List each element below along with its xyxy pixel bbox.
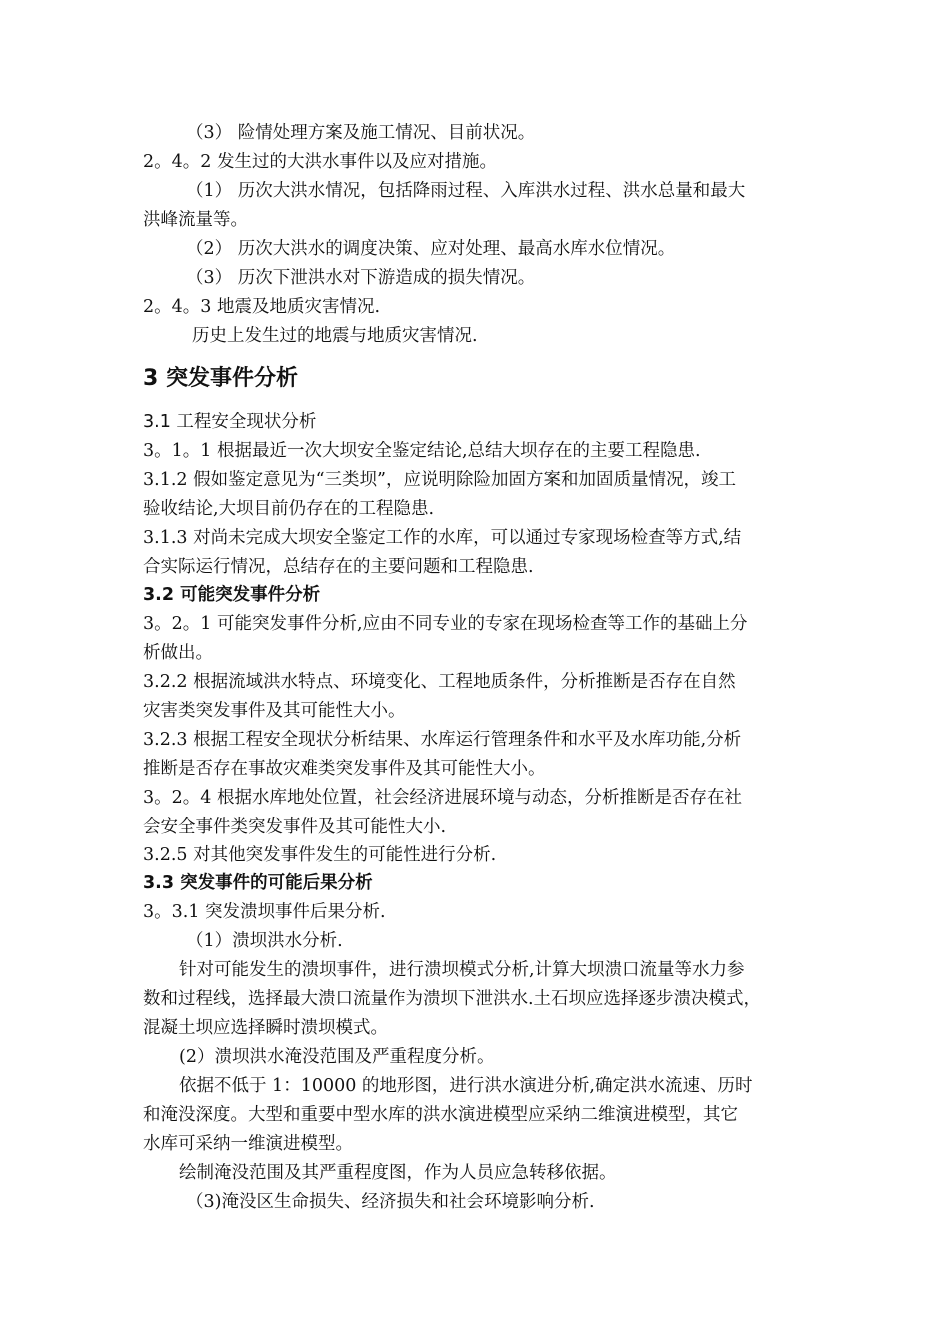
list-item: （3） 险情处理方案及施工情况、目前状况。 <box>186 123 536 143</box>
section-heading: 3 突发事件分析 <box>143 366 298 391</box>
paragraph-line: 水库可采纳一维演进模型。 <box>143 1134 353 1154</box>
subsection-heading: 3.2 可能突发事件分析 <box>143 585 321 605</box>
subsection-heading: 2。4。2 发生过的大洪水事件以及应对措施。 <box>143 152 497 172</box>
paragraph-line: 洪峰流量等。 <box>143 210 248 230</box>
paragraph-line: 依据不低于 1：10000 的地形图，进行洪水演进分析,确定洪水流速、历时 <box>179 1076 753 1096</box>
list-item: （1） 历次大洪水情况，包括降雨过程、入库洪水过程、洪水总量和最大 <box>186 181 746 201</box>
paragraph-line: 3。1。1 根据最近一次大坝安全鉴定结论,总结大坝存在的主要工程隐患. <box>143 441 701 461</box>
subsection-heading: 3.3 突发事件的可能后果分析 <box>143 873 373 893</box>
paragraph-line: 3。3.1 突发溃坝事件后果分析. <box>143 902 386 922</box>
subsection-heading: 2。4。3 地震及地质灾害情况. <box>143 297 381 317</box>
list-item: （3)淹没区生命损失、经济损失和社会环境影响分析. <box>186 1192 595 1212</box>
paragraph-line: 3。2。4 根据水库地处位置，社会经济进展环境与动态，分析推断是否存在社 <box>143 788 742 808</box>
paragraph-line: 会安全事件类突发事件及其可能性大小. <box>143 817 447 837</box>
paragraph-line: 灾害类突发事件及其可能性大小。 <box>143 701 406 721</box>
paragraph-line: 推断是否存在事故灾难类突发事件及其可能性大小。 <box>143 759 546 779</box>
paragraph-line: 合实际运行情况，总结存在的主要问题和工程隐患. <box>143 557 534 577</box>
paragraph-line: 3.2.5 对其他突发事件发生的可能性进行分析. <box>143 845 497 865</box>
paragraph-line: 3.2.3 根据工程安全现状分析结果、水库运行管理条件和水平及水库功能,分析 <box>143 730 742 750</box>
paragraph-line: 历史上发生过的地震与地质灾害情况. <box>192 326 478 346</box>
paragraph-line: 析做出。 <box>143 643 213 663</box>
paragraph-line: 验收结论,大坝目前仍存在的工程隐患. <box>143 499 435 519</box>
paragraph-line: 绘制淹没范围及其严重程度图，作为人员应急转移依据。 <box>179 1163 617 1183</box>
paragraph-line: 3.2.2 根据流域洪水特点、环境变化、工程地质条件，分析推断是否存在自然 <box>143 672 736 692</box>
paragraph-line: 针对可能发生的溃坝事件，进行溃坝模式分析,计算大坝溃口流量等水力参 <box>179 960 745 980</box>
paragraph-line: 数和过程线，选择最大溃口流量作为溃坝下泄洪水.土石坝应选择逐步溃决模式， <box>143 989 762 1009</box>
list-item: （1）溃坝洪水分析. <box>186 931 343 951</box>
paragraph-line: 3。2。1 可能突发事件分析,应由不同专业的专家在现场检查等工作的基础上分 <box>143 614 748 634</box>
paragraph-line: 和淹没深度。大型和重要中型水库的洪水演进模型应采纳二维演进模型，其它 <box>143 1105 738 1125</box>
subsection-heading: 3.1 工程安全现状分析 <box>143 412 317 432</box>
list-item: （2） 历次大洪水的调度决策、应对处理、最高水库水位情况。 <box>186 239 676 259</box>
paragraph-line: 3.1.2 假如鉴定意见为“三类坝”，应说明除险加固方案和加固质量情况，竣工 <box>143 470 736 490</box>
paragraph-line: 混凝土坝应选择瞬时溃坝模式。 <box>143 1018 388 1038</box>
list-item: （3） 历次下泄洪水对下游造成的损失情况。 <box>186 268 536 288</box>
list-item: (2）溃坝洪水淹没范围及严重程度分析。 <box>179 1047 495 1067</box>
paragraph-line: 3.1.3 对尚未完成大坝安全鉴定工作的水库，可以通过专家现场检查等方式,结 <box>143 528 742 548</box>
